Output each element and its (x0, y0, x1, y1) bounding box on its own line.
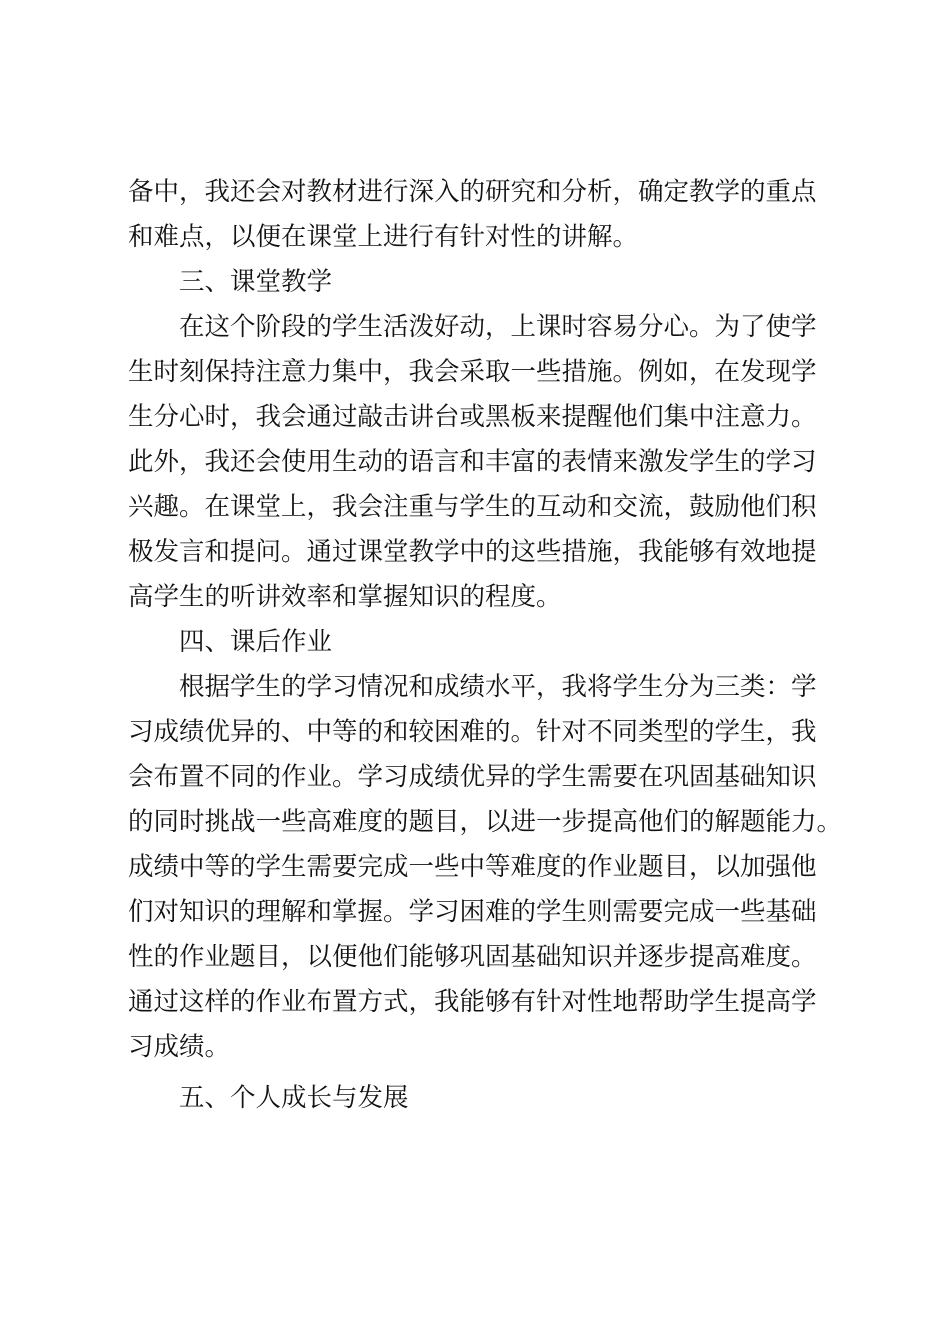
section-heading-personal-growth: 五、个人成长与发展 (179, 1083, 409, 1113)
paragraph-line: 在这个阶段的学生活泼好动，上课时容易分心。为了使学 (179, 312, 817, 342)
paragraph-line: 生时刻保持注意力集中，我会采取一些措施。例如，在发现学 (128, 357, 817, 387)
paragraph-line: 和难点，以便在课堂上进行有针对性的讲解。 (128, 222, 639, 252)
paragraph-line: 极发言和提问。通过课堂教学中的这些措施，我能够有效地提 (128, 537, 817, 567)
paragraph-line: 根据学生的学习情况和成绩水平，我将学生分为三类：学 (179, 672, 817, 702)
paragraph-line: 成绩中等的学生需要完成一些中等难度的作业题目，以加强他 (128, 852, 817, 882)
document-body (128, 170, 842, 1121)
paragraph-line: 会布置不同的作业。学习成绩优异的学生需要在巩固基础知识 (128, 762, 817, 792)
section-heading-classroom-teaching: 三、课堂教学 (179, 267, 333, 297)
paragraph-line: 备中，我还会对教材进行深入的研究和分析，确定教学的重点 (128, 177, 817, 207)
section-heading-homework: 四、课后作业 (179, 627, 333, 657)
paragraph-line: 的同时挑战一些高难度的题目，以进一步提高他们的解题能力。 (128, 807, 843, 837)
paragraph-line: 性的作业题目，以便他们能够巩固基础知识并逐步提高难度。 (128, 942, 817, 972)
paragraph-line: 高学生的听讲效率和掌握知识的程度。 (128, 582, 562, 612)
paragraph-line: 通过这样的作业布置方式，我能够有针对性地帮助学生提高学 (128, 987, 817, 1017)
paragraph-line: 习成绩。 (128, 1032, 231, 1062)
paragraph-line: 们对知识的理解和掌握。学习困难的学生则需要完成一些基础 (128, 897, 817, 927)
paragraph-line: 兴趣。在课堂上，我会注重与学生的互动和交流，鼓励他们积 (128, 492, 817, 522)
paragraph-line: 习成绩优异的、中等的和较困难的。针对不同类型的学生，我 (128, 717, 817, 747)
paragraph-line: 生分心时，我会通过敲击讲台或黑板来提醒他们集中注意力。 (128, 402, 817, 432)
paragraph-line: 此外，我还会使用生动的语言和丰富的表情来激发学生的学习 (128, 447, 817, 477)
